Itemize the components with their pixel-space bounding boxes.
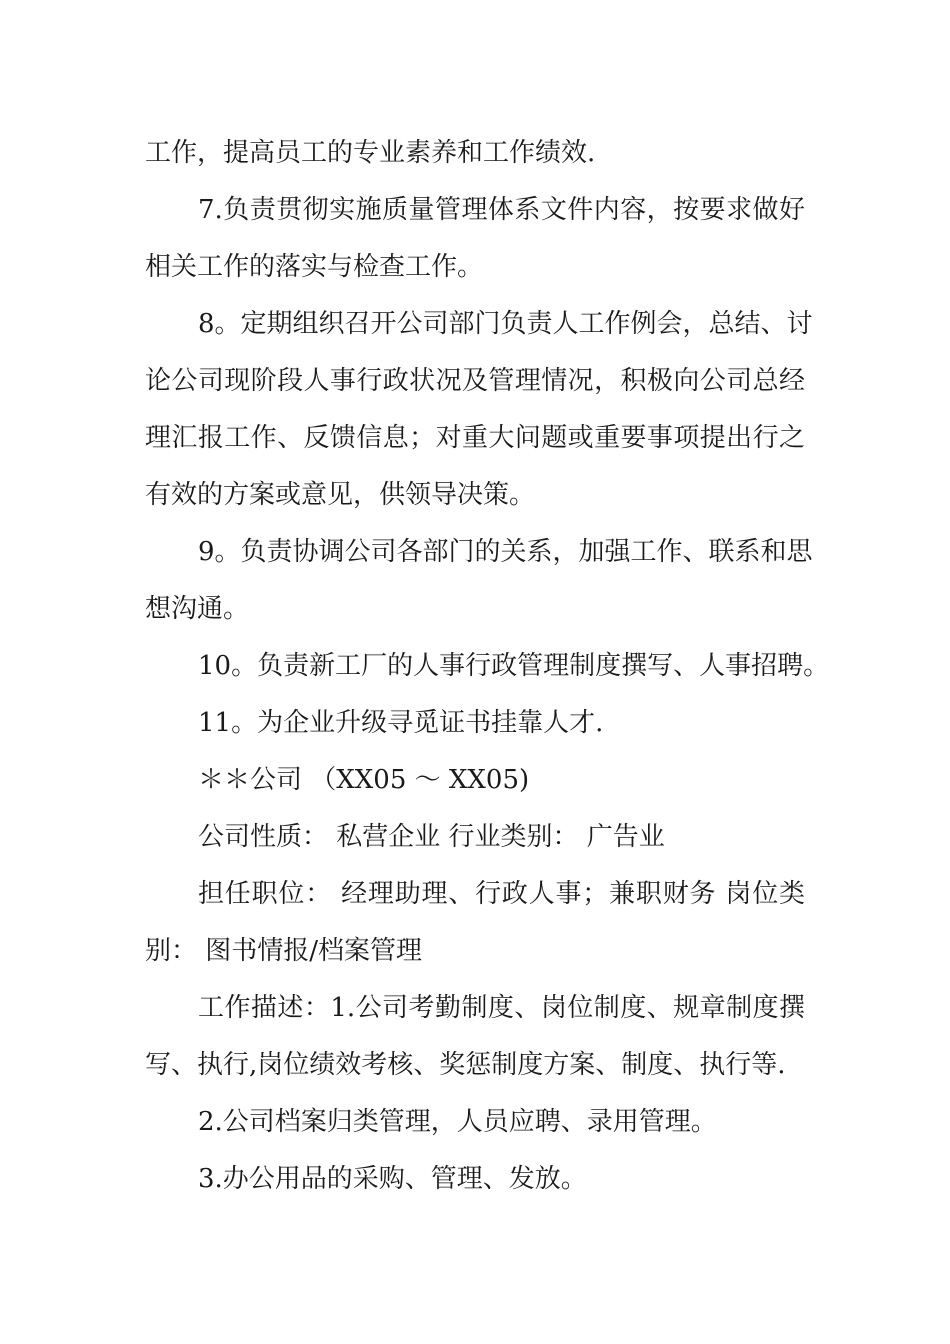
text-line: 11。为企业升级寻觅证书挂靠人才.	[198, 708, 604, 738]
text-line: 想沟通。	[145, 594, 250, 624]
text-line: 相关工作的落实与检查工作。	[145, 252, 484, 282]
text-line: 2.公司档案归类管理，人员应聘、录用管理。	[198, 1107, 717, 1137]
text-line: 论公司现阶段人事行政状况及管理情况，积极向公司总经	[145, 366, 805, 396]
position-category: 别： 图书情报/档案管理	[145, 936, 423, 966]
text-line: 有效的方案或意见，供领导决策。	[145, 480, 536, 510]
text-line: 工作描述：1.公司考勤制度、岗位制度、规章制度撰	[198, 993, 805, 1023]
text-line: 写、执行,岗位绩效考核、奖惩制度方案、制度、执行等.	[145, 1050, 786, 1080]
text-line: 9。负责协调公司各部门的关系，加强工作、联系和思	[198, 537, 813, 567]
company-info: 公司性质： 私营企业 行业类别： 广告业	[198, 822, 665, 852]
text-line: 工作，提高员工的专业素养和工作绩效.	[145, 138, 596, 168]
text-line: 10。负责新工厂的人事行政管理制度撰写、人事招聘。	[198, 651, 830, 681]
text-line: 8。定期组织召开公司部门负责人工作例会，总结、讨	[198, 309, 813, 339]
text-line: 理汇报工作、反馈信息；对重大问题或重要事项提出行之	[145, 423, 805, 453]
company-heading: ＊＊公司 （XX05 ～ XX05)	[198, 765, 530, 795]
text-line: 7.负责贯彻实施质量管理体系文件内容，按要求做好	[198, 195, 805, 225]
position-info: 担任职位： 经理助理、行政人事；兼职财务 岗位类	[198, 879, 805, 909]
text-line: 3.办公用品的采购、管理、发放。	[198, 1164, 587, 1194]
